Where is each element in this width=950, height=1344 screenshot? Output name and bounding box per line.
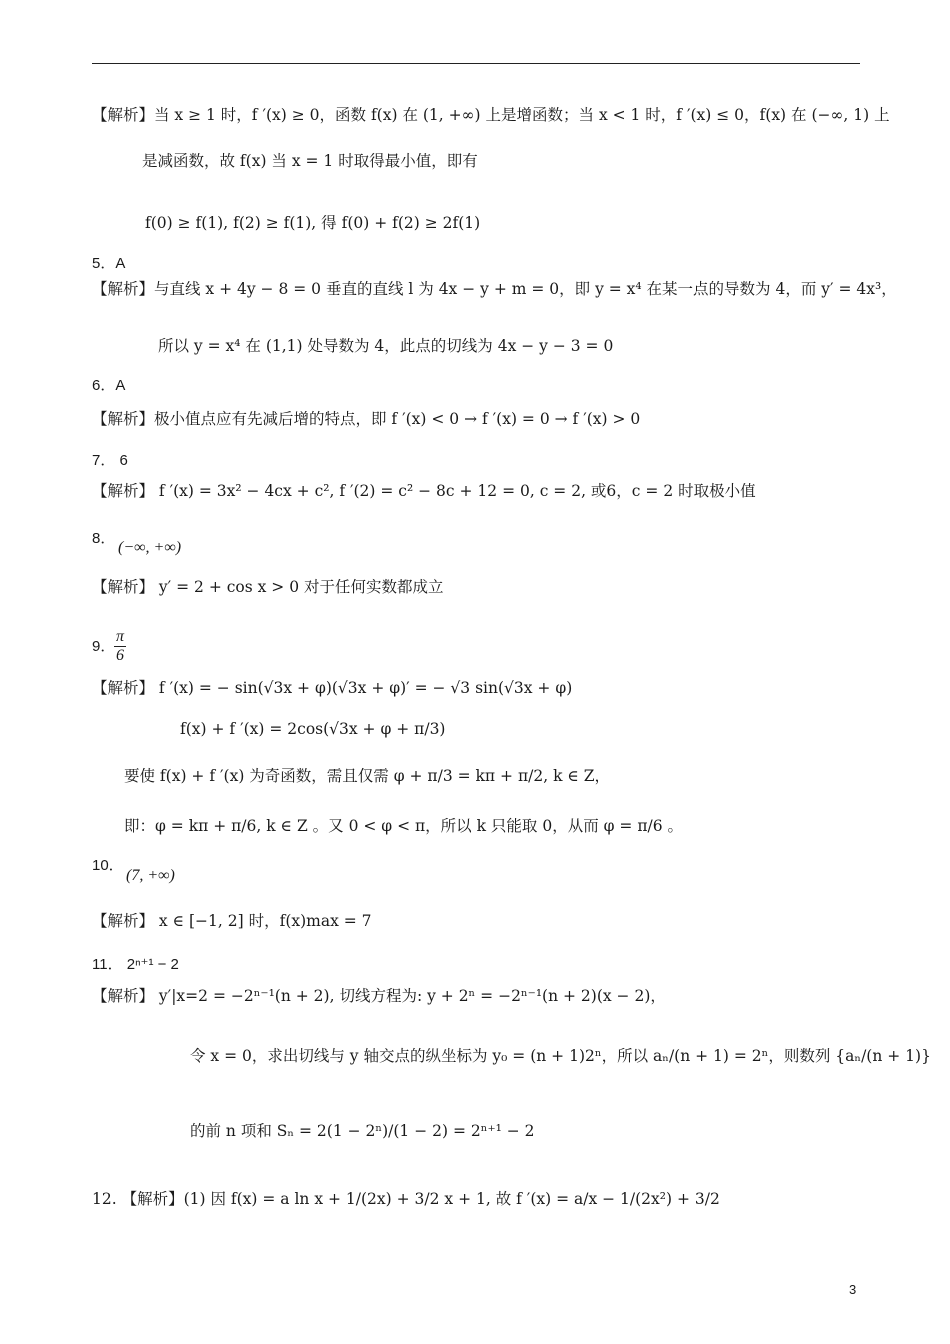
header-rule [92, 63, 860, 64]
answer-line: 12. 【解析】(1) 因 f(x) = a ln x + 1/(2x) + 3/2 x + 1, 故 f ′(x) = a/x − 1/(2x²) + 3/2 [92, 1190, 720, 1208]
answer-line: 【解析】极小值点应有先减后增的特点，即 f ′(x) < 0 → f ′(x) = 0 → f ′(x) > 0 [92, 410, 641, 428]
formula-line: f(0) ≥ f(1), f(2) ≥ f(1), 得 f(0) + f(2) ≥ 2f(1) [145, 214, 481, 232]
fraction-numerator: π [116, 628, 125, 645]
question-number: 6．A [92, 377, 126, 394]
question-number: 11． 2ⁿ⁺¹ − 2 [92, 956, 179, 973]
question-number: 10． [92, 857, 124, 874]
answer-line: 【解析】与直线 x + 4y − 8 = 0 垂直的直线 l 为 4x − y + m = 0，即 y = x⁴ 在某一点的导数为 4，而 y′ = 4x³， [92, 280, 897, 298]
question-number: 9． [92, 638, 116, 655]
answer-line: 【解析】 f ′(x) = − sin(√3x + φ)(√3x + φ)′ = − √3 sin(√3x + φ) [92, 679, 573, 697]
answer-line: 所以 y = x⁴ 在 (1,1) 处导数为 4，此点的切线为 4x − y − 3 = 0 [158, 337, 614, 355]
question-number: 8． [92, 530, 116, 547]
answer-line: 即：φ = kπ + π/6, k ∈ Z 。又 0 < φ < π，所以 k 只能取 0，从而 φ = π/6 。 [124, 817, 684, 835]
answer-line: 【解析】 f ′(x) = 3x² − 4cx + c², f ′(2) = c² − 8c + 12 = 0, c = 2, 或6，c = 2 时取极小值 [92, 482, 756, 500]
question-number: 5．A [92, 255, 126, 272]
answer-line: 【解析】 x ∈ [−1, 2] 时，f(x)max = 7 [92, 912, 372, 930]
answer-line: 是减函数，故 f(x) 当 x = 1 时取得最小值，即有 [142, 152, 478, 170]
answer-line: 的前 n 项和 Sₙ = 2(1 − 2ⁿ)/(1 − 2) = 2ⁿ⁺¹ − 2 [190, 1122, 535, 1140]
answer-line: 【解析】 y′|x=2 = −2ⁿ⁻¹(n + 2), 切线方程为: y + 2ⁿ = −2ⁿ⁻¹(n + 2)(x − 2)， [92, 987, 666, 1005]
answer-line: 【解析】 y′ = 2 + cos x > 0 对于任何实数都成立 [92, 578, 444, 596]
page-number: 3 [849, 1282, 857, 1297]
answer-value: (7, +∞) [126, 867, 175, 884]
answer-fraction [114, 628, 126, 665]
formula-line: f(x) + f ′(x) = 2cos(√3x + φ + π/3) [180, 720, 446, 738]
fraction-denominator: 6 [114, 646, 126, 665]
answer-line: 要使 f(x) + f ′(x) 为奇函数，需且仅需 φ + π/3 = kπ + π/2, k ∈ Z， [124, 767, 611, 785]
answer-value: (−∞, +∞) [118, 539, 182, 556]
question-number: 7． 6 [92, 452, 128, 469]
answer-line: 令 x = 0，求出切线与 y 轴交点的纵坐标为 y₀ = (n + 1)2ⁿ，所以 aₙ/(n + 1) = 2ⁿ，则数列 {aₙ/(n + 1)} [190, 1047, 931, 1065]
answer-line: 【解析】当 x ≥ 1 时，f ′(x) ≥ 0，函数 f(x) 在 (1, +∞) 上是增函数；当 x < 1 时，f ′(x) ≤ 0，f(x) 在 (−∞, 1) 上 [92, 106, 890, 124]
